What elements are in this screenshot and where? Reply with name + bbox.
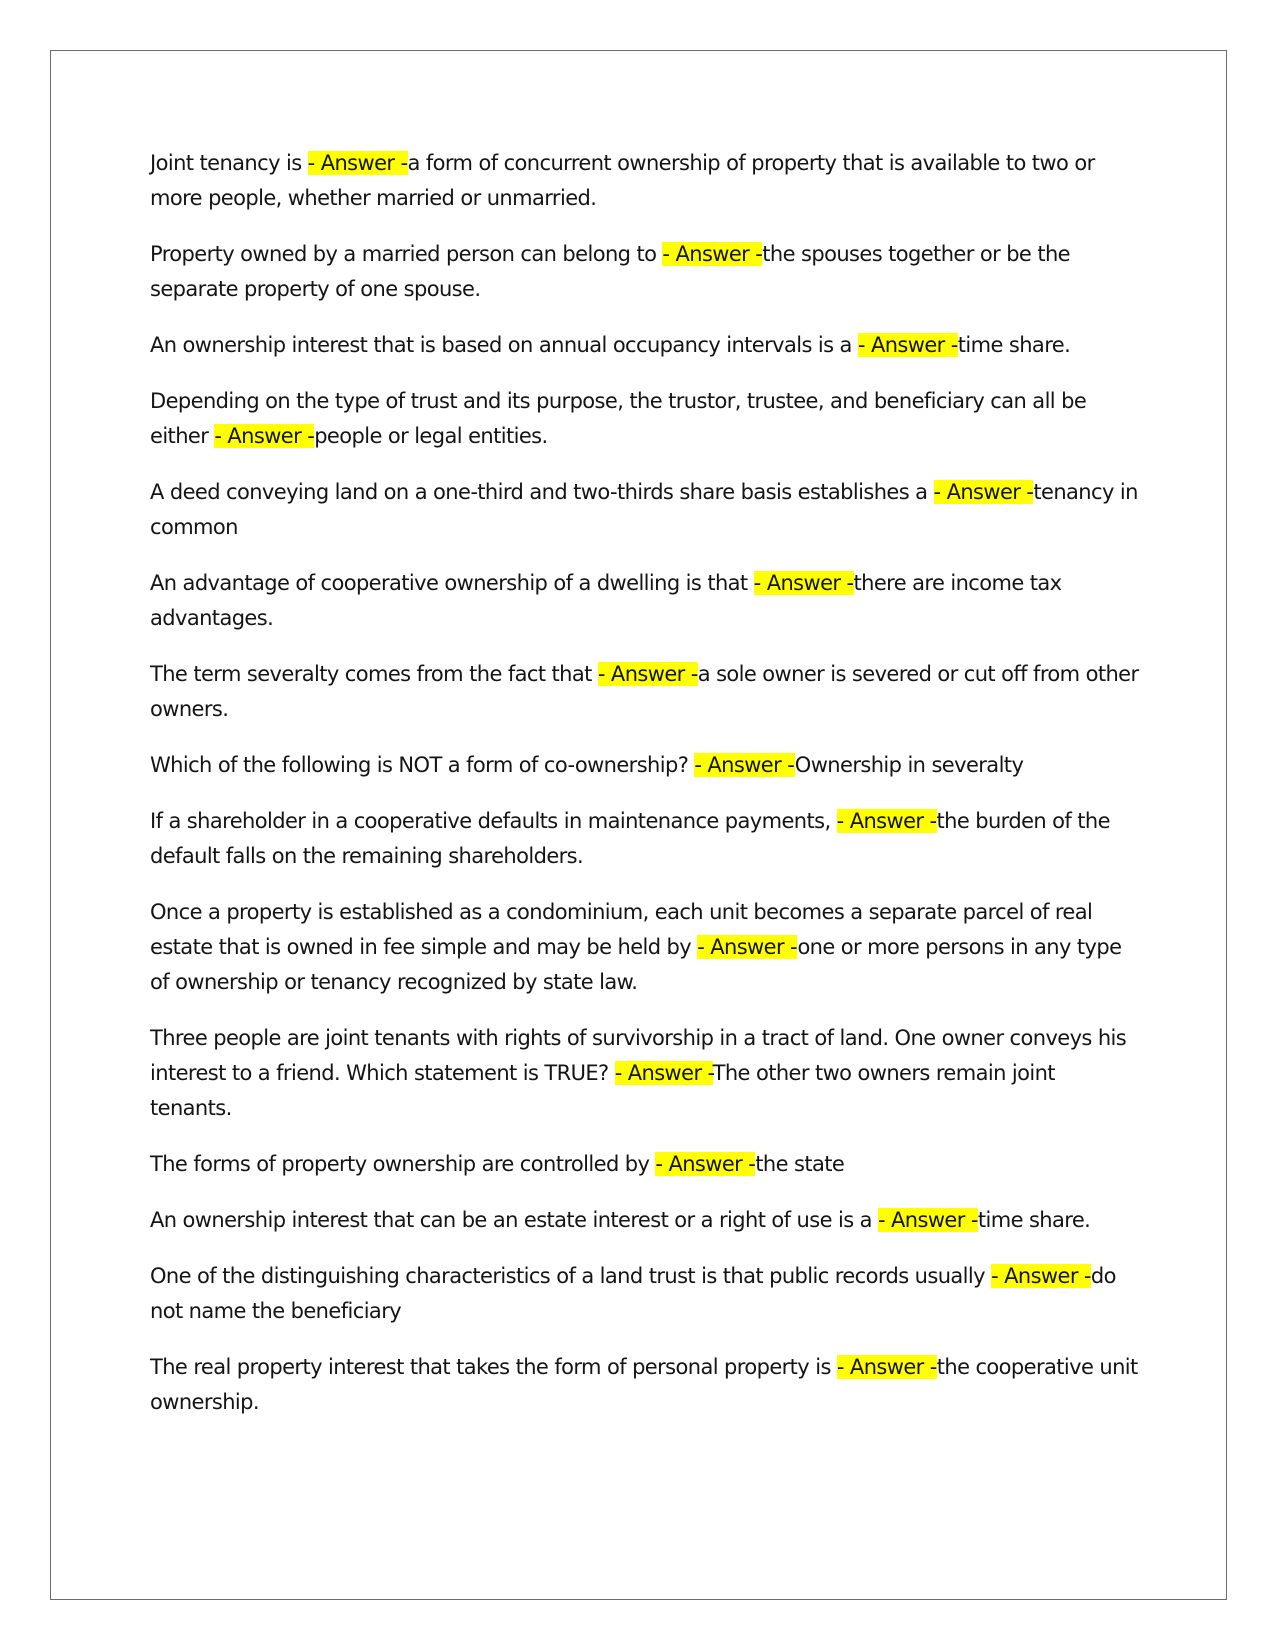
qa-list [150,146,1140,1441]
answer-marker: - Answer - [697,935,798,959]
question-text: Joint tenancy is [150,151,308,175]
question-text: The real property interest that takes the form of personal property is [150,1355,837,1379]
qa-item [150,1147,1140,1182]
question-text: Depending on the type of trust and its purpose, the trustor, trustee, and beneficiary can all be either [150,389,1087,448]
qa-item [150,146,1140,216]
answer-text: the burden of the default falls on the remaining shareholders. [150,809,1110,868]
qa-item [150,384,1140,454]
answer-text: people or legal entities. [314,424,548,448]
qa-item [150,748,1140,783]
question-text: An advantage of cooperative ownership of a dwelling is that [150,571,754,595]
qa-item [150,237,1140,307]
question-text: One of the distinguishing characteristics of a land trust is that public records usually [150,1264,992,1288]
answer-text: there are income tax advantages. [150,571,1062,630]
question-text: The term severalty comes from the fact that [150,662,598,686]
answer-marker: - Answer - [597,662,698,686]
answer-text: The other two owners remain joint tenants. [150,1061,1055,1120]
qa-item [150,1350,1140,1420]
question-text: Once a property is established as a condominium, each unit becomes a separate parcel of real estate that is owned in fee simple and may be held by [150,900,1093,959]
answer-marker: - Answer - [694,753,795,777]
answer-marker: - Answer - [991,1264,1091,1288]
answer-marker: - Answer - [836,809,937,833]
answer-text: time share. [977,1208,1091,1232]
answer-text: a form of concurrent ownership of property that is available to two or more people, whether married or unmarried. [150,151,1095,210]
answer-text: one or more persons in any type of ownership or tenancy recognized by state law. [150,935,1122,994]
question-text: Property owned by a married person can belong to [150,242,663,266]
answer-text: the spouses together or be the separate property of one spouse. [150,242,1070,301]
question-text: An ownership interest that can be an estate interest or a right of use is a [150,1208,878,1232]
answer-marker: - Answer - [655,1152,756,1176]
answer-marker: - Answer - [836,1355,937,1379]
question-text: Three people are joint tenants with rights of survivorship in a tract of land. One owner conveys his interest to a friend. Which statement is TRUE? [150,1026,1127,1085]
answer-marker: - Answer - [877,1208,978,1232]
answer-text: a sole owner is severed or cut off from other owners. [150,662,1139,721]
answer-marker: - Answer - [753,571,854,595]
answer-text: the cooperative unit ownership. [150,1355,1138,1414]
qa-item [150,895,1140,1000]
answer-marker: - Answer - [933,480,1034,504]
answer-marker: - Answer - [307,151,408,175]
qa-item [150,804,1140,874]
question-text: A deed conveying land on a one-third and two-thirds share basis establishes a [150,480,934,504]
qa-item [150,1259,1140,1329]
answer-marker: - Answer - [214,424,315,448]
question-text: An ownership interest that is based on annual occupancy intervals is a [150,333,858,357]
answer-marker: - Answer - [614,1061,713,1085]
answer-text: time share. [957,333,1071,357]
qa-item [150,475,1140,545]
answer-marker: - Answer - [857,333,958,357]
qa-item [150,566,1140,636]
answer-text: Ownership in severalty [794,753,1024,777]
question-text: If a shareholder in a cooperative defaults in maintenance payments, [150,809,837,833]
qa-item [150,1203,1140,1238]
answer-marker: - Answer - [662,242,763,266]
qa-item [150,1021,1140,1126]
answer-text: tenancy in common [150,480,1138,539]
qa-item [150,657,1140,727]
qa-item [150,328,1140,363]
question-text: Which of the following is NOT a form of co-ownership? [150,753,695,777]
answer-text: the state [755,1152,845,1176]
question-text: The forms of property ownership are controlled by [150,1152,656,1176]
answer-text: do not name the beneficiary [150,1264,1116,1323]
